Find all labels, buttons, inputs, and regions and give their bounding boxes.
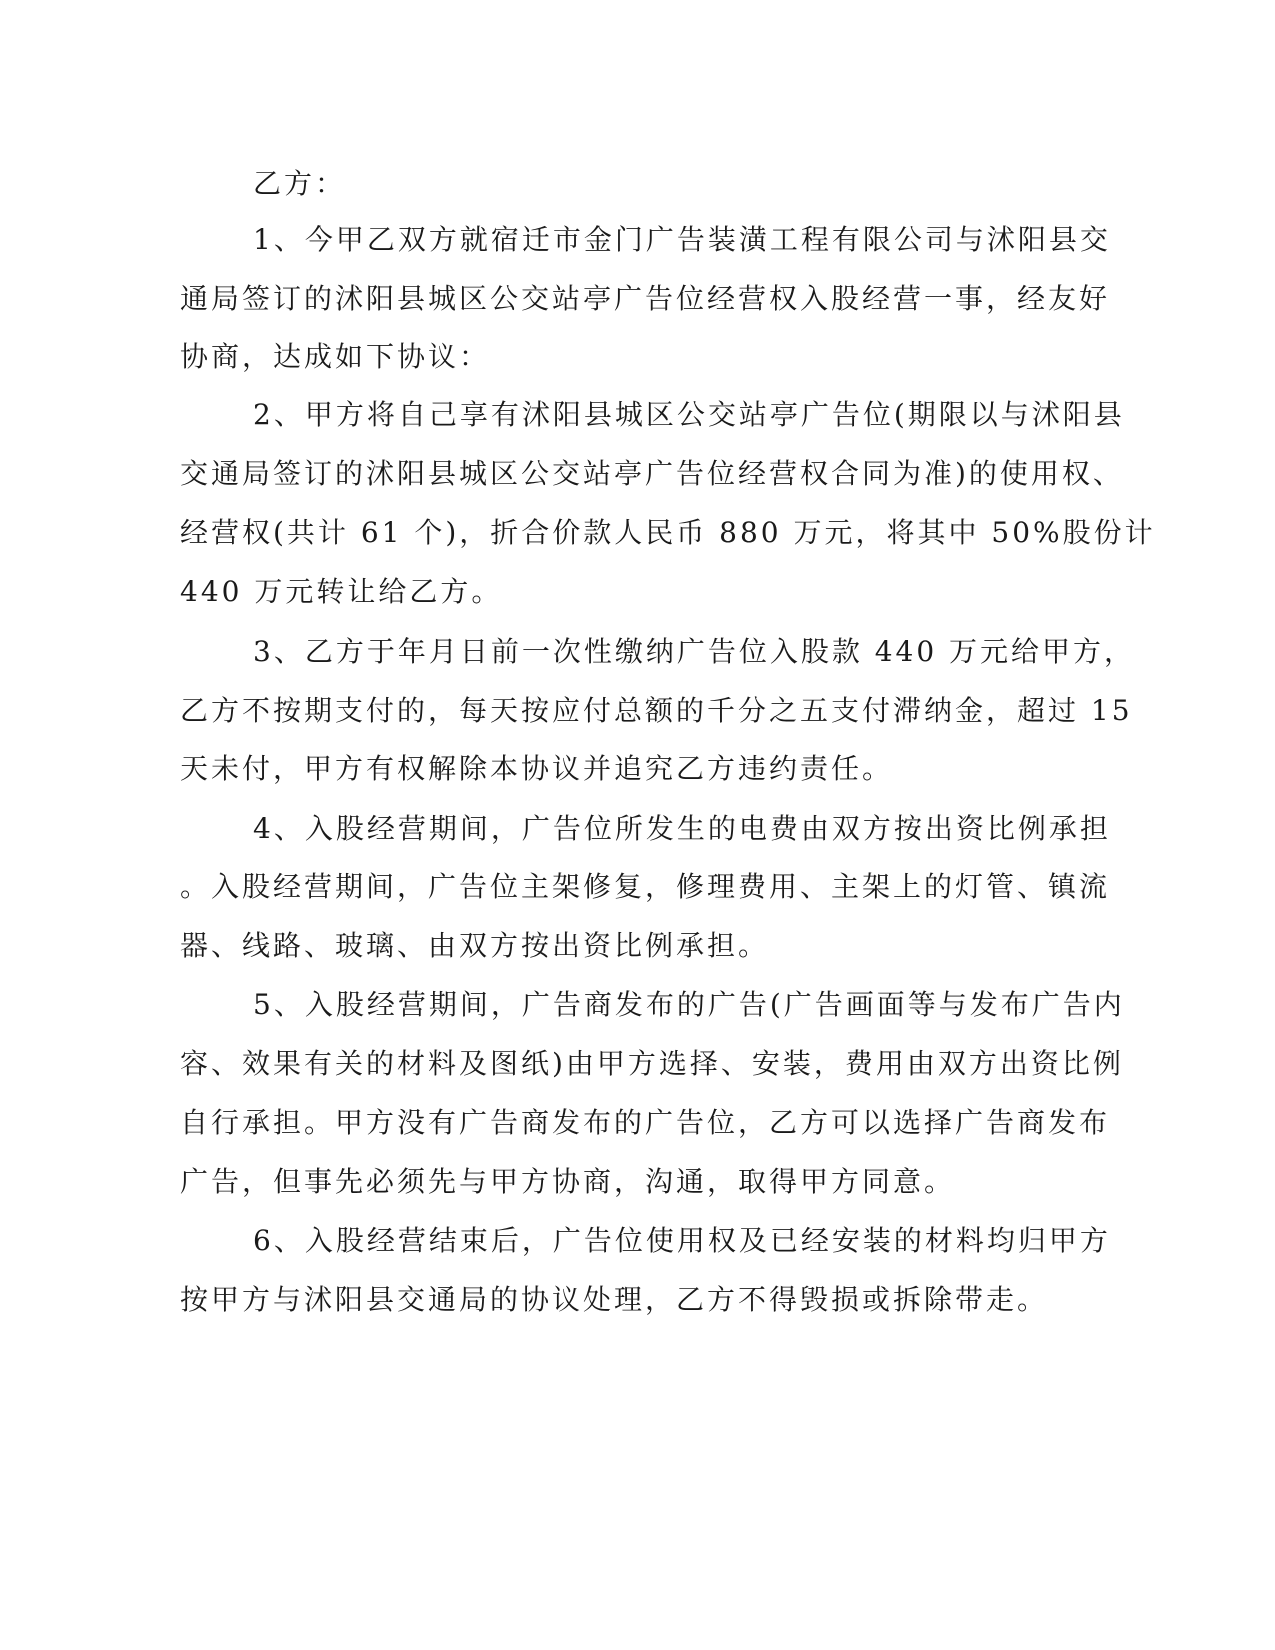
clause-2-line-3: 经营权(共计 61 个)，折合价款人民币 880 万元，将其中 50%股份计 [180, 516, 1156, 549]
clause-1-line-3: 协商，达成如下协议： [180, 340, 491, 373]
clause-4-line-2: 。入股经营期间，广告位主架修复，修理费用、主架上的灯管、镇流 [180, 870, 1111, 903]
clause-4-line-1: 4、入股经营期间，广告位所发生的电费由双方按出资比例承担 [253, 812, 1111, 845]
clause-1-line-2: 通局签订的沭阳县城区公交站亭广告位经营权入股经营一事，经友好 [180, 282, 1111, 315]
clause-4-line-3: 器、线路、玻璃、由双方按出资比例承担。 [180, 929, 770, 962]
clause-2-line-4: 440 万元转让给乙方。 [180, 575, 503, 608]
clause-2-line-2: 交通局签订的沭阳县城区公交站亭广告位经营权合同为准)的使用权、 [180, 457, 1124, 490]
clause-5-line-1: 5、入股经营期间，广告商发布的广告(广告画面等与发布广告内 [253, 988, 1125, 1021]
clause-5-line-2: 容、效果有关的材料及图纸)由甲方选择、安装，费用由双方出资比例 [180, 1047, 1124, 1080]
clause-3-line-2: 乙方不按期支付的，每天按应付总额的千分之五支付滞纳金，超过 15 [180, 694, 1133, 727]
clause-3-line-3: 天未付，甲方有权解除本协议并追究乙方违约责任。 [180, 752, 894, 785]
clause-1-line-1: 1、今甲乙双方就宿迁市金门广告装潢工程有限公司与沭阳县交 [253, 223, 1111, 256]
clause-5-line-4: 广告，但事先必须先与甲方协商，沟通，取得甲方同意。 [180, 1165, 956, 1198]
clause-5-line-3: 自行承担。甲方没有广告商发布的广告位，乙方可以选择广告商发布 [180, 1106, 1111, 1139]
clause-6-line-1: 6、入股经营结束后，广告位使用权及已经安装的材料均归甲方 [253, 1224, 1111, 1257]
clause-2-line-1: 2、甲方将自己享有沭阳县城区公交站亭广告位(期限以与沭阳县 [253, 398, 1125, 431]
clause-3-line-1: 3、乙方于年月日前一次性缴纳广告位入股款 440 万元给甲方， [253, 635, 1136, 668]
clause-6-line-2: 按甲方与沭阳县交通局的协议处理，乙方不得毁损或拆除带走。 [180, 1283, 1049, 1316]
party-b-label: 乙方： [253, 167, 347, 200]
